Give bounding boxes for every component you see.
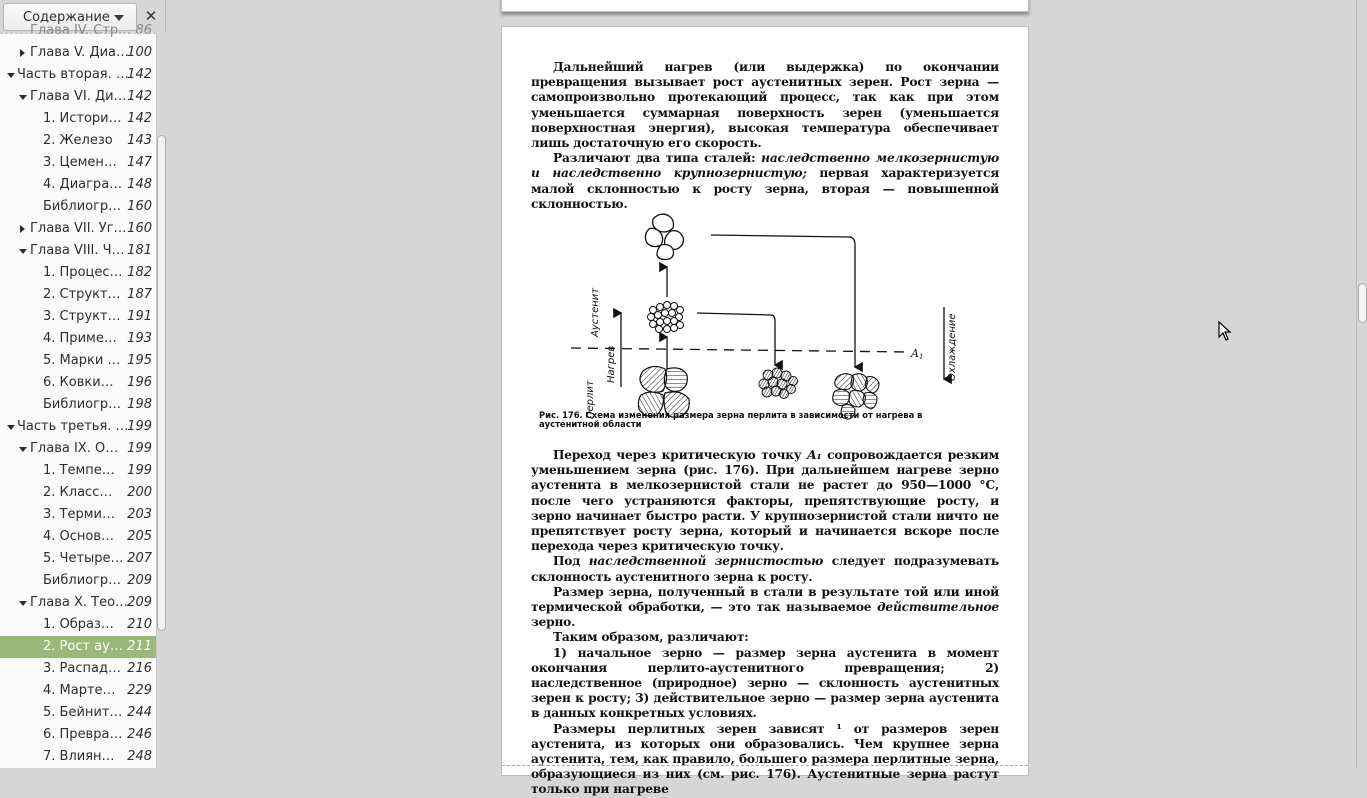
toc-item-page: 142	[127, 111, 152, 126]
paragraph: Размер зерна, полученный в стали в результате той или иной термической обработки, — это так называемое действительное зерно.	[531, 584, 999, 630]
toc-item[interactable]	[0, 86, 156, 108]
expander-open-icon[interactable]	[18, 438, 28, 460]
toc-scrollbar-thumb[interactable]	[157, 135, 166, 631]
toc-item-label: 6. Ковки…	[43, 375, 114, 390]
toc-item-label: Глава V. Диа…	[30, 45, 130, 60]
expander-open-icon[interactable]	[18, 592, 28, 614]
expander-closed-icon[interactable]	[18, 218, 28, 240]
toc-item-label: 2. Рост ау…	[43, 639, 123, 654]
toc-item-label: Библиогр…	[43, 397, 122, 412]
toc-item[interactable]	[0, 504, 156, 526]
toc-item-label: 3. Цемен…	[43, 155, 117, 170]
toc-item-page: 211	[127, 639, 152, 654]
toc-item-label: Глава IV. Стр...	[30, 23, 131, 38]
toc-item[interactable]	[0, 42, 156, 64]
toc-item[interactable]	[0, 240, 156, 262]
paragraph: Переход через критическую точку A₁ сопровождается резким уменьшением зерна (рис. 176). При дальнейшем нагреве зерно аустенита в мелкозернистой стали не растет до 950—1000 °С, после чего устраняются факторы, препятствующие росту, и зерно начинает быстро расти. У крупнозернистой стали ничто не препятствует росту зерна, который и начинается вскоре после перехода через критическую точку.	[531, 448, 1000, 554]
toc-item-label: 1. Темпе…	[43, 463, 115, 478]
document-scrollbar-thumb[interactable]	[1358, 283, 1367, 323]
toc-item-page: 187	[127, 287, 152, 302]
toc-item[interactable]	[0, 306, 156, 328]
fine-pearlite-grains	[759, 368, 798, 399]
toc-item-page: 143	[127, 133, 152, 148]
figure-176	[531, 187, 1001, 437]
toc-item-label: 1. Истори…	[43, 111, 122, 126]
paragraph: Различают два типа сталей: наследственно мелкозернистую и наследственно крупнозернистую; первая характеризуется малой склонностью к росту зерна, вторая — повышенной склонностью.	[531, 151, 1000, 211]
toc-item[interactable]	[0, 328, 156, 350]
toc-item-label: Библиогр…	[43, 573, 122, 588]
paragraph: Под наследственной зернистостью следует подразумевать склонность аустенитного зерна к росту.	[531, 554, 999, 584]
toc-item[interactable]	[0, 460, 156, 482]
toc-top-edge	[0, 33, 156, 35]
expander-open-icon[interactable]	[6, 64, 16, 86]
toc-item[interactable]	[0, 636, 156, 658]
toc-item-page: 210	[127, 617, 152, 632]
toc-item-label: 5. Четыре…	[43, 551, 124, 566]
toc-item-page: 199	[127, 441, 152, 456]
toc-item-label: 4. Основ…	[43, 529, 115, 544]
toc-item[interactable]	[0, 130, 156, 152]
toc-item-page: 246	[127, 727, 152, 742]
toc-item[interactable]	[0, 372, 156, 394]
toc-item-page: 196	[127, 375, 152, 390]
close-icon: ✕	[144, 7, 158, 25]
toc-item-label: 4. Приме…	[43, 331, 117, 346]
toc-item[interactable]	[0, 218, 156, 240]
toc-item[interactable]	[0, 702, 156, 724]
toc-item-page: 160	[127, 221, 152, 236]
toc-item-page: 209	[127, 573, 152, 588]
toc-item-page: 248	[127, 749, 152, 764]
toc-item-page: 191	[127, 309, 152, 324]
paragraph: Таким образом, различают:	[553, 630, 749, 645]
toc-item-label: Глава VII. Уг…	[30, 221, 127, 236]
toc-item-label: 3. Структ…	[43, 309, 121, 324]
label-cooling: Охлаждение	[947, 313, 958, 381]
toc-item-page: 244	[127, 705, 152, 720]
toc-item-label: 1. Образ…	[43, 617, 114, 632]
toc-item-label: 4. Диагра…	[43, 177, 123, 192]
toc-item[interactable]	[0, 548, 156, 570]
toc-item-label: 6. Превра…	[43, 727, 123, 742]
toc-item-page: 142	[127, 89, 152, 104]
toc-item-page: 100	[127, 45, 152, 60]
toc-item-page: 200	[127, 485, 152, 500]
toc-item[interactable]	[0, 174, 156, 196]
toc-item-page: 199	[127, 463, 152, 478]
toc-item[interactable]	[0, 262, 156, 284]
toc-item-label: 3. Распад…	[43, 661, 121, 676]
toc-item-label: 5. Марки …	[43, 353, 121, 368]
toc-item-page: 229	[127, 683, 152, 698]
toc-item[interactable]	[0, 592, 156, 614]
toc-item[interactable]	[0, 416, 156, 438]
toc-mode-label: Содержание	[23, 9, 110, 25]
toc-item-page: 209	[127, 595, 152, 610]
toc-item-page: 198	[127, 397, 152, 412]
toc-item-label: 1. Процес…	[43, 265, 123, 280]
toc-item-label: Глава IX. О…	[30, 441, 119, 456]
toc-item[interactable]	[0, 570, 156, 592]
toc-item-label: Глава X. Тео…	[30, 595, 129, 610]
document-view[interactable]	[167, 0, 1356, 797]
toc-tree[interactable]	[0, 23, 156, 768]
previous-page	[501, 0, 1029, 12]
toc-item-label: Библиогр…	[43, 199, 122, 214]
toc-item-page: 205	[127, 529, 152, 544]
expander-closed-icon[interactable]	[18, 42, 28, 64]
toc-item[interactable]	[0, 350, 156, 372]
toc-item-page: 182	[127, 265, 152, 280]
toc-item[interactable]	[0, 658, 156, 680]
toc-item-page: 86	[135, 23, 152, 38]
path-fine-to-fine	[697, 313, 775, 365]
page-bottom-edge	[502, 765, 1028, 766]
toc-item[interactable]	[0, 482, 156, 504]
fine-austenite-grains	[648, 302, 684, 333]
toc-item-label: 2. Класс…	[43, 485, 113, 500]
toc-item-label: 3. Терми…	[43, 507, 115, 522]
toc-item-page: 193	[127, 331, 152, 346]
toc-item[interactable]	[0, 438, 156, 460]
toc-item-partial[interactable]	[0, 20, 156, 42]
expander-open-icon[interactable]	[6, 416, 16, 438]
toc-item-label: Глава VI. Ди…	[30, 89, 127, 104]
document-scrollbar[interactable]	[1356, 0, 1366, 768]
expander-open-icon[interactable]	[18, 240, 28, 262]
toc-item-page: 216	[127, 661, 152, 676]
sidebar	[0, 0, 166, 768]
expander-open-icon[interactable]	[18, 86, 28, 108]
toc-item-page: 207	[127, 551, 152, 566]
toc-scrollbar[interactable]	[156, 33, 166, 768]
figure-caption: Рис. 176. Схема изменения размера зерна перлита в зависимости от нагрева в аустенитной области	[539, 410, 923, 429]
toc-item-label: Глава VIII. Ч…	[30, 243, 125, 258]
svg-text:A1: A1	[911, 347, 924, 361]
toc-item-label: 7. Влиян…	[43, 749, 115, 764]
toc-item[interactable]	[0, 284, 156, 306]
toc-item-page: 181	[127, 243, 152, 258]
a1-line	[571, 348, 909, 352]
large-austenite-grains	[645, 214, 683, 259]
paragraph: Дальнейший нагрев (или выдержка) по окончании превращения вызывает рост аустенитных зерен. Рост зерна — самопроизвольно протекающий процесс, так как при этом уменьшается суммарная поверхность зерен (уменьшается поверхностная энергия), высокая температура обеспечивает лишь достаточную его скорость.	[531, 60, 999, 151]
toc-item-page: 195	[127, 353, 152, 368]
document-page	[501, 26, 1029, 797]
toc-item[interactable]	[0, 152, 156, 174]
toc-item[interactable]	[0, 64, 156, 86]
label-heating: Нагрев	[606, 345, 617, 383]
toc-item-page: 142	[127, 67, 152, 82]
toc-item-label: Часть вторая. …	[17, 67, 129, 82]
toc-item[interactable]	[0, 614, 156, 636]
toc-item-page: 203	[127, 507, 152, 522]
mouse-pointer-icon	[1218, 321, 1232, 341]
toc-item-label: Часть третья. …	[17, 419, 129, 434]
toc-item[interactable]	[0, 108, 156, 130]
toc-item[interactable]	[0, 680, 156, 702]
paragraph: Размеры перлитных зерен зависят ¹ от размеров зерен аустенита, из которых они образовались. Чем крупнее зерна аустенита, тем, как правило, большего размера перлитные зерна, образующиеся из них (см. рис. 176). Аустенитные зерна растут только при нагреве	[531, 721, 999, 797]
toc-item[interactable]	[0, 526, 156, 548]
a1-label: A	[911, 347, 919, 360]
toc-item-page: 148	[127, 177, 152, 192]
toc-item[interactable]	[0, 196, 156, 218]
toc-item-page: 199	[127, 419, 152, 434]
paragraph: 1) начальное зерно — размер зерна аустенита в момент окончания перлито-аустенитного превращения; 2) наследственное (природное) зерно — склонность аустенитных зерен к росту; 3) действительное зерно — размер зерна аустенита в данных конкретных условиях.	[531, 645, 999, 721]
label-pearlite: Перлит	[585, 380, 596, 419]
toc-item-label: 2. Железо	[43, 133, 113, 148]
toc-item[interactable]	[0, 724, 156, 746]
toc-item[interactable]	[0, 394, 156, 416]
toc-item-label: 4. Марте…	[43, 683, 116, 698]
toc-item-label: 5. Бейнит…	[43, 705, 123, 720]
toc-item-label: 2. Структ…	[43, 287, 121, 302]
label-austenite: Аустенит	[590, 287, 601, 337]
paragraphs-bottom	[531, 448, 999, 798]
toc-item[interactable]	[0, 746, 156, 768]
toc-item-page: 147	[127, 155, 152, 170]
path-large-to-coarse	[711, 235, 855, 367]
toc-item-page: 160	[127, 199, 152, 214]
